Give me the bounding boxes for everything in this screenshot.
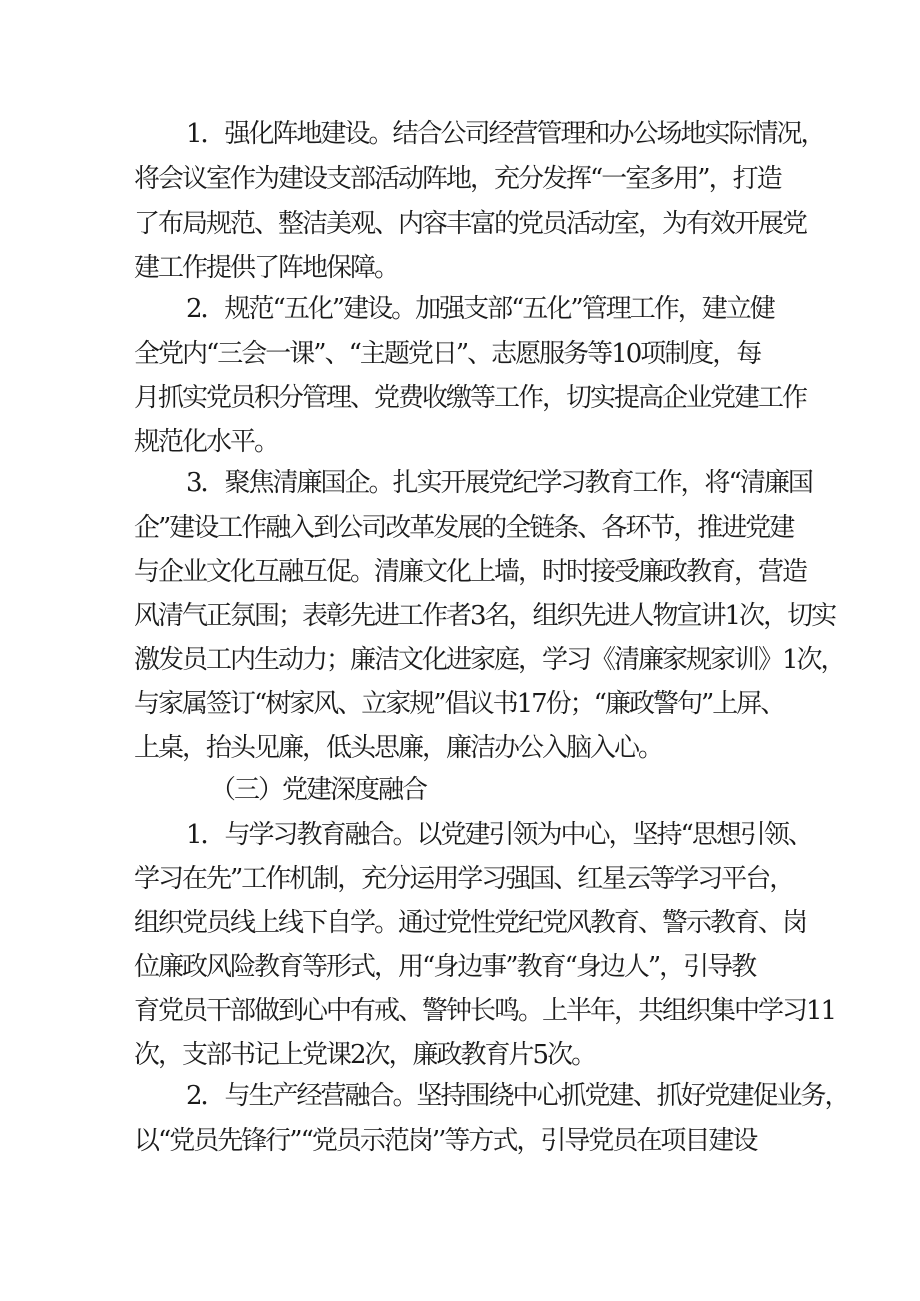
paragraph-3-line-7: 上桌，抬头见廉，低头思廉，廉洁办公入脑入心。: [134, 733, 663, 763]
paragraph-3-line-4: 风清气正氛围；表彰先进工作者3名，组织先进人物宣讲1次，切实: [134, 601, 836, 631]
paragraph-1-line-4: 建工作提供了阵地保障。: [134, 253, 399, 283]
paragraph-5-line-1: 2．与生产经营融合。坚持围绕中心抓党建、抓好党建促业务，: [186, 1081, 849, 1111]
paragraph-5-line-2: 以“党员先锋行”“党员示范岗’’等方式，引导党员在项目建设: [134, 1126, 757, 1156]
paragraph-4-line-4: 位廉政风险教育等形式，用“身边事”教育“身边人”，引导教: [134, 952, 756, 982]
paragraph-3-line-2: 企”建设工作融入到公司改革发展的全链条、各环节，推进党建: [134, 513, 794, 543]
paragraph-3-line-1: 3．聚焦清廉国企。扎实开展党纪学习教育工作，将“清廉国: [186, 468, 812, 498]
paragraph-3-line-3: 与企业文化互融互促。清廉文化上墙，时时接受廉政教育，营造: [134, 557, 807, 587]
paragraph-3-line-5: 激发员工内生动力；廉洁文化进家庭，学习《清廉家规家训》1次，: [134, 645, 845, 675]
paragraph-1-line-1: 1．强化阵地建设。结合公司经营管理和办公场地实际情况，: [186, 119, 825, 149]
paragraph-4-line-6: 次，支部书记上党课2次，廉政教育片5次。: [134, 1040, 596, 1070]
paragraph-4-line-2: 学习在先”工作机制，充分运用学习强国、红星云等学习平台，: [134, 864, 794, 894]
paragraph-2-line-3: 月抓实党员积分管理、党费收缴等工作，切实提高企业党建工作: [134, 383, 807, 413]
paragraph-4-line-5: 育党员干部做到心中有戒、警钟长鸣。上半年，共组织集中学习11: [134, 996, 836, 1026]
paragraph-1-line-3: 了布局规范、整洁美观、内容丰富的党员活动室，为有效开展党: [134, 209, 807, 239]
paragraph-2-line-4: 规范化水平。: [134, 427, 279, 457]
section-heading: （三）党建深度融合: [210, 775, 427, 805]
paragraph-3-line-6: 与家属签订“树家风、立家规”倡议书17份；“廉政警句”上屏、: [134, 689, 785, 719]
paragraph-1-line-2: 将会议室作为建设支部活动阵地，充分发挥“一室多用”，打造: [134, 164, 781, 194]
paragraph-4-line-3: 组织党员线上线下自学。通过党性党纪党风教育、警示教育、岗: [134, 908, 807, 938]
paragraph-2-line-2: 全党内“三会一课”、“主题党日”、志愿服务等10项制度，每: [134, 339, 761, 369]
paragraph-4-line-1: 1．与学习教育融合。以党建引领为中心，坚持“思想引领、: [186, 820, 812, 850]
paragraph-2-line-1: 2．规范“五化”建设。加强支部“五化”管理工作，建立健: [186, 294, 774, 324]
